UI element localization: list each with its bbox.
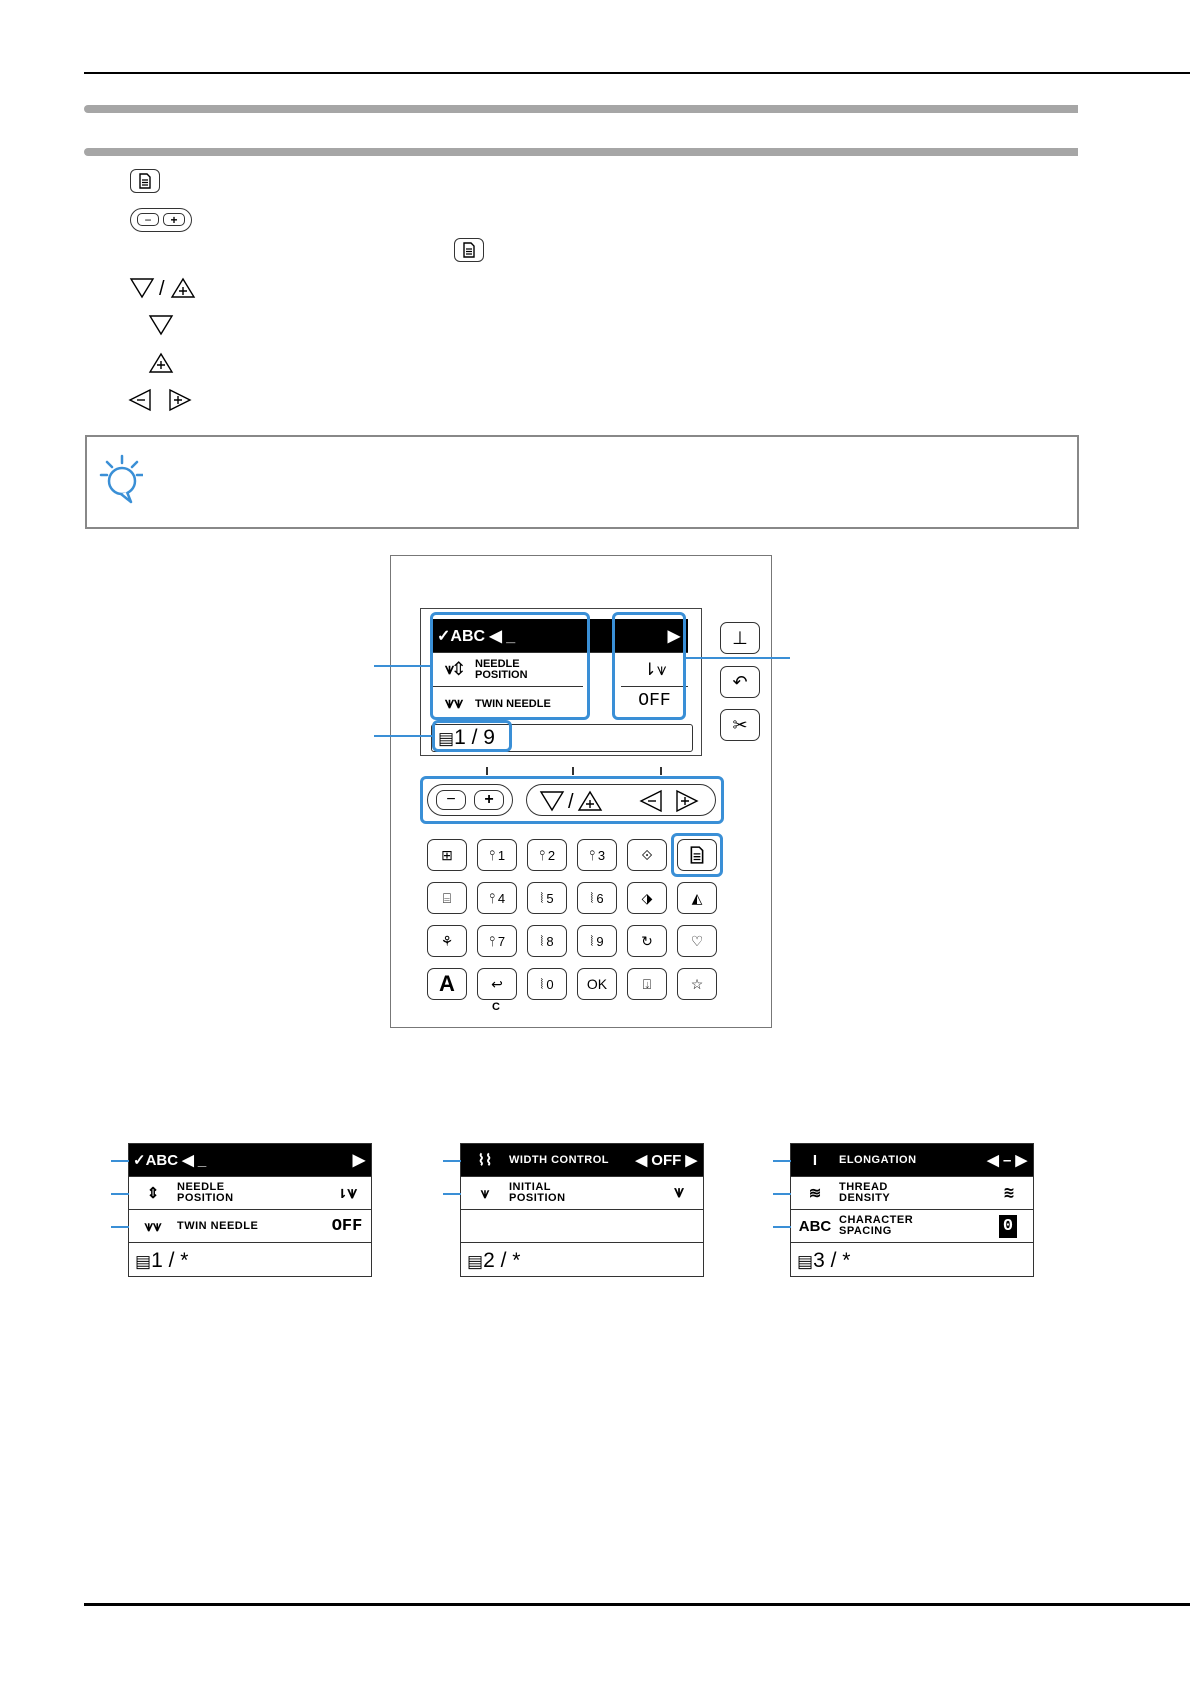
svg-text:/: / <box>159 278 165 300</box>
memory-save-key[interactable]: ⍗ <box>627 968 667 1000</box>
lcd-right-arrow: ▶ <box>667 627 680 645</box>
callout <box>773 1193 791 1195</box>
stitch-key-6[interactable]: ⦚ 6 <box>577 882 617 914</box>
thread-cutter-icon[interactable]: ✂ <box>720 709 760 741</box>
initial-position-icon: ⩛ <box>480 1184 490 1202</box>
screen3-row-3: ABC CHARACTER SPACING 0 <box>791 1210 1033 1243</box>
screen3-page: ▤3 / * <box>797 1249 851 1272</box>
width-control-icon: ⌇⌇ <box>477 1152 493 1169</box>
stitch-key-3[interactable]: ⫯ 3 <box>577 839 617 871</box>
presser-foot-icon[interactable]: ⊥ <box>720 622 760 654</box>
screen1-row-1: ✓ABC ◀ _ ▶ <box>129 1144 371 1177</box>
screen2-row-2: ⩛ INITIAL POSITION ⩛ <box>461 1177 703 1210</box>
settings-page-key[interactable] <box>677 839 717 871</box>
twin-needle-label: TWIN NEEDLE <box>475 698 551 710</box>
needle-position-value: ⇂⩛ <box>621 653 688 687</box>
callout <box>111 1226 129 1228</box>
thread-density-icon: ≋ <box>808 1185 822 1202</box>
callout-line-names <box>374 665 430 667</box>
highlight-setting-values <box>612 612 686 720</box>
screen2-page: ▤2 / * <box>467 1249 521 1272</box>
callout <box>773 1226 791 1228</box>
callout <box>111 1193 129 1195</box>
needle-position-icon: ⇕ <box>146 1185 160 1202</box>
settings-page-key-icon <box>130 169 160 193</box>
twin-needle-icon: ⩛⩛ <box>444 695 464 712</box>
settings-page-key-icon <box>454 238 484 262</box>
pattern-mode-key[interactable]: ⊞ <box>427 839 467 871</box>
elongation-icon: I <box>812 1151 818 1169</box>
settings-screen-1 <box>128 1143 372 1277</box>
stitch-key-8[interactable]: ⦚ 8 <box>527 925 567 957</box>
callout-line-page <box>374 735 432 737</box>
settings-screen-3 <box>790 1143 1034 1277</box>
clear-key-label: C <box>492 1001 500 1013</box>
pattern-edit-label: ✓ABC ◀ _ <box>437 627 516 645</box>
recall-key[interactable]: ⬗ <box>627 882 667 914</box>
twin-needle-value: OFF <box>638 691 671 711</box>
plus-key-icon: + <box>163 213 185 226</box>
character-spacing-icon: ABC <box>798 1217 832 1235</box>
navigation-keys <box>526 784 716 816</box>
minus-plus-keys-icon <box>130 208 192 232</box>
note-box <box>85 435 1079 529</box>
screen2-row-3 <box>461 1210 703 1243</box>
navigation-keys-icon[interactable] <box>537 788 707 814</box>
needle-position-label: NEEDLE POSITION <box>475 657 528 681</box>
screen3-row-1: I ELONGATION ◀ – ▶ <box>791 1144 1033 1177</box>
buttonhole-key[interactable]: ⌸ <box>427 882 467 914</box>
settings-screen-2 <box>460 1143 704 1277</box>
memory-key[interactable]: ⟐ <box>627 839 667 871</box>
section-band-bottom <box>84 148 1078 156</box>
screen3-row-2: ≋ THREAD DENSITY ≋ <box>791 1177 1033 1210</box>
tick-mark <box>486 767 488 775</box>
stitch-key-0[interactable]: ⦚ 0 <box>527 968 567 1000</box>
stitch-key-4[interactable]: ⫯ 4 <box>477 882 517 914</box>
combination-stitch-key[interactable]: ☆ <box>677 968 717 1000</box>
reverse-stitch-icon[interactable]: ↶ <box>720 666 760 698</box>
screen2-row-1: ⌇⌇ WIDTH CONTROL ◀ OFF ▶ <box>461 1144 703 1177</box>
section-band-top <box>84 105 1078 113</box>
down-key-icon <box>148 313 174 337</box>
highlight-setting-names <box>430 612 590 720</box>
stitch-key-7[interactable]: ⫯ 7 <box>477 925 517 957</box>
clear-key[interactable]: ↩ <box>477 968 517 1000</box>
screen1-row-2: ⇕ NEEDLE POSITION ⇂⩛ <box>129 1177 371 1210</box>
highlight-page-number <box>432 720 512 752</box>
ok-key[interactable]: OK <box>577 968 617 1000</box>
left-right-keys-icon <box>128 388 192 412</box>
screen1-page: ▤1 / * <box>135 1249 189 1272</box>
callout-line-values <box>686 657 790 659</box>
tick-mark <box>660 767 662 775</box>
svg-text:/: / <box>568 791 574 813</box>
lightbulb-icon <box>99 453 143 505</box>
stitch-key-9[interactable]: ⦚ 9 <box>577 925 617 957</box>
lcd-page-indicator: ▤1 / 9 <box>438 726 495 749</box>
twin-needle-icon: ⩛⩛ <box>144 1217 162 1235</box>
stitch-key-1[interactable]: ⫯ 1 <box>477 839 517 871</box>
mirror-key[interactable]: ◭ <box>677 882 717 914</box>
stitch-key-5[interactable]: ⦚ 5 <box>527 882 567 914</box>
callout <box>111 1160 129 1162</box>
minus-plus-keys <box>427 784 513 816</box>
header-rule <box>84 72 1190 74</box>
combine-key[interactable]: ♡ <box>677 925 717 957</box>
plus-key[interactable]: + <box>474 790 504 810</box>
callout <box>443 1160 461 1162</box>
callout <box>443 1193 461 1195</box>
stitch-key-2[interactable]: ⫯ 2 <box>527 839 567 871</box>
tick-mark <box>572 767 574 775</box>
screen1-row-3: ⩛⩛ TWIN NEEDLE OFF <box>129 1210 371 1243</box>
down-up-keys-icon <box>128 275 196 301</box>
needle-position-icon: ⩛⇕ <box>444 660 464 678</box>
up-key-icon <box>148 351 174 375</box>
decorative-key[interactable]: ⚘ <box>427 925 467 957</box>
minus-key[interactable]: − <box>436 790 466 810</box>
minus-key-icon: − <box>137 213 159 226</box>
callout <box>773 1160 791 1162</box>
footer-rule <box>84 1603 1190 1606</box>
character-key[interactable]: A <box>427 968 467 1000</box>
repeat-key[interactable]: ↻ <box>627 925 667 957</box>
